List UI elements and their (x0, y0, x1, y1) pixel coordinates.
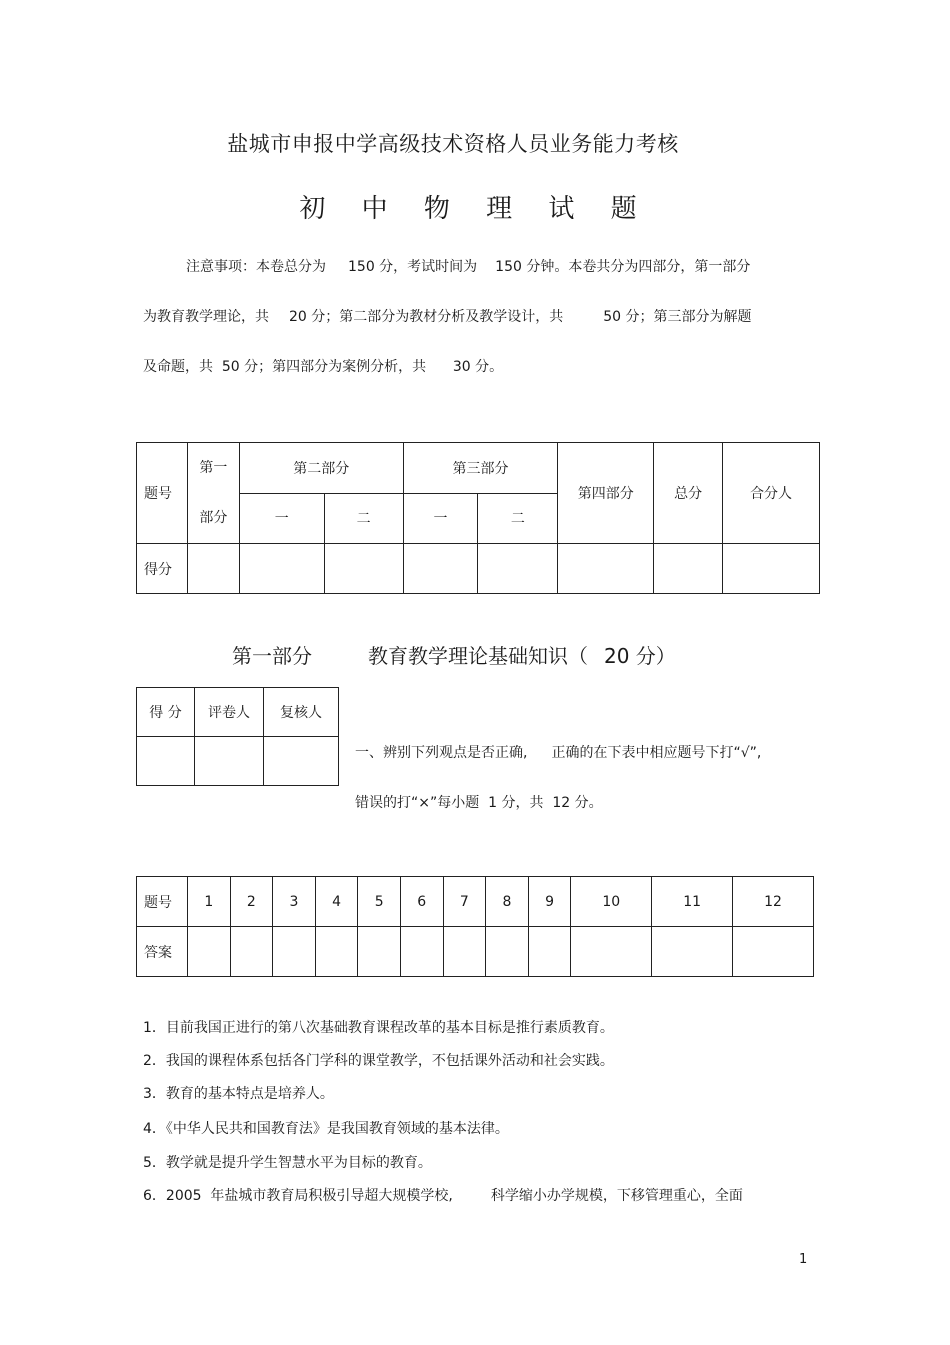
notice-text: 50 分；第三部分为解题 (603, 309, 752, 325)
header-part2: 第二部分 (239, 443, 403, 494)
notice-text: 注意事项：本卷总分为 (186, 259, 326, 275)
answer-table (136, 876, 814, 977)
question-text: 科学缩小办学规模，下移管理重心，全面 (490, 1188, 743, 1204)
grader-score-label: 得 分 (137, 688, 195, 737)
question-number: 11 (652, 877, 733, 927)
exam-header-title: 盐城市申报中学高级技术资格人员业务能力考核 (227, 132, 679, 156)
header-scorer: 合分人 (723, 443, 820, 544)
answer-cell[interactable] (733, 927, 814, 977)
section-title-name: 教育教学理论基础知识（ (368, 644, 588, 668)
grader-reviewer-cell[interactable] (195, 737, 264, 786)
header-part4: 第四部分 (558, 443, 654, 544)
notice-text: 150 分钟。本卷共分为四部分，第一部分 (495, 259, 751, 275)
answer-cell[interactable] (273, 927, 316, 977)
score-cell[interactable] (558, 544, 654, 594)
grader-reviewer-label: 评卷人 (195, 688, 264, 737)
header-part1 (187, 443, 239, 544)
question-number: 3 (273, 877, 316, 927)
instruction-line-1 (355, 744, 761, 762)
answer-cell[interactable] (528, 927, 571, 977)
header-part3-sub2: 二 (478, 493, 558, 544)
row-label-score: 得分 (137, 544, 188, 594)
section-title-part1 (232, 640, 676, 669)
notice-line-2 (143, 308, 752, 326)
header-part2-sub1: 一 (239, 493, 324, 544)
answer-table-label-qnum: 题号 (137, 877, 188, 927)
grader-checker-cell[interactable] (264, 737, 339, 786)
answer-table-label-answer: 答案 (137, 927, 188, 977)
score-cell[interactable] (723, 544, 820, 594)
question-number: 7 (443, 877, 486, 927)
answer-cell[interactable] (443, 927, 486, 977)
exam-subject-title: 初 中 物 理 试 题 (299, 194, 651, 224)
header-part1-top: 第一 (199, 460, 228, 476)
question-item-6 (143, 1185, 743, 1205)
answer-cell[interactable] (188, 927, 231, 977)
notice-text: 150 分，考试时间为 (348, 259, 478, 275)
question-item: 2．我国的课程体系包括各门学科的课堂教学，不包括课外活动和社会实践。 (143, 1053, 614, 1069)
answer-cell[interactable] (230, 927, 273, 977)
question-number: 10 (571, 877, 652, 927)
notice-line-1 (186, 258, 750, 276)
answer-cell[interactable] (358, 927, 401, 977)
answer-cell[interactable] (652, 927, 733, 977)
page-number: 1 (799, 1252, 808, 1267)
question-item: 3．教育的基本特点是培养人。 (143, 1086, 334, 1102)
question-number: 8 (486, 877, 529, 927)
answer-cell[interactable] (486, 927, 529, 977)
header-part2-sub2: 二 (324, 493, 403, 544)
instruction-text: 一、辨别下列观点是否正确, (355, 745, 528, 761)
answer-cell[interactable] (571, 927, 652, 977)
header-part3: 第三部分 (403, 443, 558, 494)
score-cell[interactable] (403, 544, 478, 594)
score-cell[interactable] (187, 544, 239, 594)
grader-box (136, 687, 339, 786)
section-title-part: 第一部分 (232, 644, 312, 668)
instruction-text: 正确的在下表中相应题号下打“√”, (551, 745, 762, 761)
question-number: 2 (230, 877, 273, 927)
score-cell[interactable] (654, 544, 723, 594)
question-number: 9 (528, 877, 571, 927)
answer-cell[interactable] (315, 927, 358, 977)
question-number: 12 (733, 877, 814, 927)
header-part3-sub1: 一 (403, 493, 478, 544)
question-item: 4．《中华人民共和国教育法》是我国教育领域的基本法律。 (143, 1121, 509, 1137)
question-number: 1 (188, 877, 231, 927)
score-cell[interactable] (478, 544, 558, 594)
score-cell[interactable] (239, 544, 324, 594)
score-summary-table (136, 442, 820, 594)
question-text: 6．2005 年盐城市教育局积极引导超大规模学校, (143, 1188, 453, 1204)
notice-line-3: 及命题，共 50 分；第四部分为案例分析，共 30 分。 (143, 359, 504, 375)
question-item: 1．目前我国正进行的第八次基础教育课程改革的基本目标是推行素质教育。 (143, 1020, 614, 1036)
notice-text: 为教育教学理论，共 (143, 309, 269, 325)
question-item: 5．教学就是提升学生智慧水平为目标的教育。 (143, 1155, 432, 1171)
header-total: 总分 (654, 443, 723, 544)
score-cell[interactable] (324, 544, 403, 594)
section-title-points: 20 分） (604, 644, 676, 668)
question-number: 5 (358, 877, 401, 927)
question-number: 4 (315, 877, 358, 927)
instruction-line-2: 错误的打“×”每小题 1 分，共 12 分。 (355, 795, 603, 811)
header-part1-bottom: 部分 (199, 510, 228, 526)
header-qnum: 题号 (137, 443, 188, 544)
notice-text: 20 分；第二部分为教材分析及教学设计，共 (289, 309, 564, 325)
question-number: 6 (400, 877, 443, 927)
grader-score-cell[interactable] (137, 737, 195, 786)
answer-cell[interactable] (400, 927, 443, 977)
grader-checker-label: 复核人 (264, 688, 339, 737)
